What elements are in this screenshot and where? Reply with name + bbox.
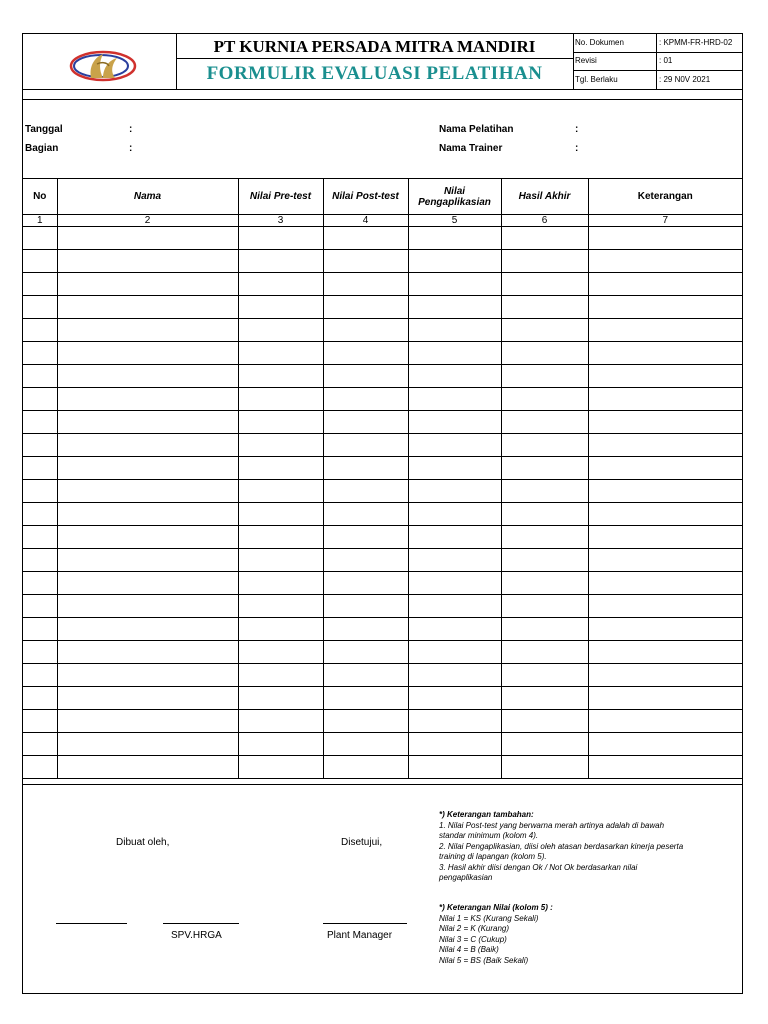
table-cell[interactable] (408, 503, 501, 526)
nama-pelatihan-label: Nama Pelatihan (439, 124, 514, 135)
table-row (23, 664, 742, 687)
title-cell (176, 34, 574, 89)
company-logo-icon (23, 34, 176, 89)
table-cell[interactable] (588, 710, 742, 733)
table-cell[interactable] (23, 503, 57, 526)
score-line: Nilai 4 = B (Baik) (439, 945, 499, 954)
table-cell[interactable] (323, 664, 408, 687)
bagian-colon: : (129, 143, 133, 154)
col-number: 4 (323, 215, 408, 227)
table-cell[interactable] (323, 618, 408, 641)
table-cell[interactable] (588, 595, 742, 618)
table-cell[interactable] (57, 365, 238, 388)
document-meta (573, 34, 742, 89)
table-cell[interactable] (57, 687, 238, 710)
table-row (23, 296, 742, 319)
table-cell[interactable] (323, 733, 408, 756)
table-cell[interactable] (408, 411, 501, 434)
table-cell[interactable] (323, 365, 408, 388)
table-cell[interactable] (23, 687, 57, 710)
note-line: 3. Hasil akhir diisi dengan Ok / Not Ok berdasarkan nilai (439, 862, 638, 872)
table-cell[interactable] (408, 733, 501, 756)
table-cell[interactable] (238, 503, 323, 526)
table-cell[interactable] (501, 342, 588, 365)
table-cell[interactable] (323, 480, 408, 503)
table-cell[interactable] (588, 411, 742, 434)
table-row (23, 710, 742, 733)
table-cell[interactable] (588, 457, 742, 480)
tanggal-colon: : (129, 124, 133, 135)
table-cell[interactable] (408, 273, 501, 296)
table-cell[interactable] (238, 365, 323, 388)
table-cell[interactable] (501, 273, 588, 296)
table-cell[interactable] (323, 687, 408, 710)
table-cell[interactable] (238, 273, 323, 296)
table-cell[interactable] (588, 641, 742, 664)
nama-trainer-label: Nama Trainer (439, 143, 503, 154)
table-cell[interactable] (323, 227, 408, 250)
table-cell[interactable] (588, 733, 742, 756)
table-cell[interactable] (23, 388, 57, 411)
table-cell[interactable] (501, 549, 588, 572)
table-cell[interactable] (588, 687, 742, 710)
table-cell[interactable] (23, 526, 57, 549)
table-cell[interactable] (408, 250, 501, 273)
table-cell[interactable] (57, 319, 238, 342)
table-cell[interactable] (501, 664, 588, 687)
table-cell[interactable] (501, 733, 588, 756)
table-cell[interactable] (57, 618, 238, 641)
table-cell[interactable] (57, 503, 238, 526)
table-row (23, 503, 742, 526)
table-cell[interactable] (23, 273, 57, 296)
table-cell[interactable] (323, 549, 408, 572)
table-cell[interactable] (23, 733, 57, 756)
table-row (23, 227, 742, 250)
table-cell[interactable] (588, 549, 742, 572)
table-cell[interactable] (238, 296, 323, 319)
score-line: Nilai 3 = C (Cukup) (439, 934, 507, 944)
made-by-label: Dibuat oleh, (116, 837, 170, 848)
table-row (23, 733, 742, 756)
table-cell[interactable] (501, 319, 588, 342)
table-cell[interactable] (57, 296, 238, 319)
table-cell[interactable] (57, 664, 238, 687)
table-cell[interactable] (323, 572, 408, 595)
nama-trainer-colon: : (575, 143, 579, 154)
table-cell[interactable] (57, 388, 238, 411)
col-header-no: No (23, 179, 57, 215)
table-row (23, 756, 742, 779)
table-row (23, 273, 742, 296)
table-row (23, 388, 742, 411)
score-line: Nilai 1 = KS (Kurang Sekali) (439, 913, 539, 923)
table-cell[interactable] (323, 756, 408, 779)
note-line: standar minimum (kolom 4). (439, 831, 539, 840)
table-cell[interactable] (588, 503, 742, 526)
column-number-row (23, 215, 742, 227)
table-cell[interactable] (408, 388, 501, 411)
table-cell[interactable] (238, 526, 323, 549)
table-cell[interactable] (501, 296, 588, 319)
table-cell[interactable] (501, 457, 588, 480)
table-cell[interactable] (588, 756, 742, 779)
table-cell[interactable] (588, 526, 742, 549)
score-title: *) Keterangan Nilai (kolom 5) : (439, 903, 553, 912)
table-cell[interactable] (23, 296, 57, 319)
table-row (23, 411, 742, 434)
table-cell[interactable] (408, 595, 501, 618)
table-cell[interactable] (501, 687, 588, 710)
col-header-keterangan: Keterangan (588, 179, 742, 215)
table-cell[interactable] (57, 549, 238, 572)
table-row (23, 595, 742, 618)
table-cell[interactable] (23, 411, 57, 434)
notes-title: *) Keterangan tambahan: (439, 810, 534, 819)
role-plant-manager: Plant Manager (327, 930, 393, 941)
table-cell[interactable] (23, 572, 57, 595)
table-cell[interactable] (323, 457, 408, 480)
table-cell[interactable] (588, 227, 742, 250)
table-cell[interactable] (238, 664, 323, 687)
note-line: pengaplikasian (439, 873, 493, 882)
note-line: 1. Nilai Post-test yang berwarna merah artinya adalah di bawah (439, 820, 665, 830)
role-spv-hrga: SPV.HRGA (171, 930, 222, 941)
table-cell[interactable] (238, 733, 323, 756)
table-cell[interactable] (57, 526, 238, 549)
table-cell[interactable] (57, 480, 238, 503)
table-cell[interactable] (323, 273, 408, 296)
table-cell[interactable] (238, 457, 323, 480)
table-cell[interactable] (501, 618, 588, 641)
table-cell[interactable] (408, 572, 501, 595)
table-cell[interactable] (501, 434, 588, 457)
table-cell[interactable] (238, 756, 323, 779)
table-cell[interactable] (408, 342, 501, 365)
table-cell[interactable] (238, 480, 323, 503)
meta-value: : KPMM-FR-HRD-02 (659, 38, 733, 47)
separator-band (23, 89, 742, 100)
table-cell[interactable] (57, 733, 238, 756)
table-cell[interactable] (408, 434, 501, 457)
company-name: PT KURNIA PERSADA MITRA MANDIRI (176, 36, 573, 59)
table-cell[interactable] (23, 457, 57, 480)
table-cell[interactable] (238, 618, 323, 641)
table-row (23, 572, 742, 595)
table-cell[interactable] (23, 250, 57, 273)
table-cell[interactable] (57, 411, 238, 434)
table-cell[interactable] (238, 342, 323, 365)
table-cell[interactable] (23, 756, 57, 779)
table-cell[interactable] (501, 710, 588, 733)
table-cell[interactable] (323, 388, 408, 411)
table-cell[interactable] (238, 319, 323, 342)
col-number: 7 (588, 215, 742, 227)
table-cell[interactable] (323, 503, 408, 526)
form-header (23, 34, 742, 89)
approved-label: Disetujui, (341, 837, 383, 848)
table-cell[interactable] (408, 687, 501, 710)
col-number: 2 (57, 215, 238, 227)
signature-line-2 (163, 923, 239, 924)
meta-row-document-number (573, 34, 742, 53)
table-cell[interactable] (23, 434, 57, 457)
score-line: Nilai 2 = K (Kurang) (439, 924, 510, 933)
table-cell[interactable] (588, 664, 742, 687)
table-cell[interactable] (238, 549, 323, 572)
table-cell[interactable] (238, 434, 323, 457)
evaluation-form-page (22, 33, 743, 994)
table-cell[interactable] (408, 457, 501, 480)
col-header-nama: Nama (57, 179, 238, 215)
table-row (23, 365, 742, 388)
table-cell[interactable] (323, 411, 408, 434)
meta-value: : 29 N0V 2021 (659, 75, 711, 84)
table-cell[interactable] (501, 365, 588, 388)
table-cell[interactable] (408, 710, 501, 733)
table-row (23, 687, 742, 710)
table-cell[interactable] (588, 480, 742, 503)
form-title: FORMULIR EVALUASI PELATIHAN (206, 63, 543, 84)
table-header-row (23, 179, 742, 215)
table-cell[interactable] (238, 411, 323, 434)
table-cell[interactable] (57, 227, 238, 250)
table-cell[interactable] (323, 319, 408, 342)
table-cell[interactable] (408, 296, 501, 319)
table-cell[interactable] (501, 526, 588, 549)
evaluation-table (23, 178, 742, 779)
table-cell[interactable] (23, 664, 57, 687)
table-row (23, 342, 742, 365)
table-row (23, 641, 742, 664)
table-cell[interactable] (323, 342, 408, 365)
table-cell[interactable] (408, 549, 501, 572)
table-row (23, 250, 742, 273)
col-number: 1 (23, 215, 57, 227)
table-cell[interactable] (501, 411, 588, 434)
table-cell[interactable] (408, 319, 501, 342)
table-cell[interactable] (588, 342, 742, 365)
table-cell[interactable] (57, 434, 238, 457)
signature-line-1 (56, 923, 127, 924)
table-cell[interactable] (238, 641, 323, 664)
table-row (23, 480, 742, 503)
table-cell[interactable] (238, 227, 323, 250)
table-cell[interactable] (23, 365, 57, 388)
table-cell[interactable] (588, 434, 742, 457)
table-cell[interactable] (408, 664, 501, 687)
table-cell[interactable] (323, 595, 408, 618)
table-row (23, 434, 742, 457)
note-line: training di lapangan (kolom 5). (439, 852, 547, 861)
table-row (23, 526, 742, 549)
table-cell[interactable] (57, 342, 238, 365)
nama-pelatihan-colon: : (575, 124, 579, 135)
table-cell[interactable] (57, 273, 238, 296)
table-cell[interactable] (501, 227, 588, 250)
signature-line-3 (323, 923, 407, 924)
table-cell[interactable] (57, 756, 238, 779)
table-cell[interactable] (501, 572, 588, 595)
table-cell[interactable] (501, 388, 588, 411)
col-number: 3 (238, 215, 323, 227)
table-cell[interactable] (408, 756, 501, 779)
col-number: 6 (501, 215, 588, 227)
col-header-post-test: Nilai Post-test (323, 179, 408, 215)
table-cell[interactable] (238, 250, 323, 273)
table-cell[interactable] (23, 319, 57, 342)
table-cell[interactable] (408, 480, 501, 503)
table-cell[interactable] (238, 687, 323, 710)
table-cell[interactable] (323, 296, 408, 319)
table-cell[interactable] (408, 365, 501, 388)
meta-label: Revisi (573, 52, 657, 70)
table-cell[interactable] (23, 641, 57, 664)
table-cell[interactable] (501, 641, 588, 664)
note-line: 2. Nilai Pengaplikasian, diisi oleh atasan berdasarkan kinerja peserta (439, 841, 684, 851)
table-cell[interactable] (23, 227, 57, 250)
meta-row-effective-date (573, 71, 742, 89)
table-cell[interactable] (408, 618, 501, 641)
col-number: 5 (408, 215, 501, 227)
table-row (23, 618, 742, 641)
tanggal-label: Tanggal (25, 124, 63, 135)
table-cell[interactable] (588, 273, 742, 296)
table-cell[interactable] (57, 710, 238, 733)
table-cell[interactable] (23, 618, 57, 641)
table-row (23, 457, 742, 480)
meta-label: Tgl. Berlaku (573, 71, 657, 89)
table-cell[interactable] (57, 572, 238, 595)
table-cell[interactable] (408, 526, 501, 549)
score-notes (439, 903, 739, 966)
table-cell[interactable] (323, 710, 408, 733)
table-bottom-border (23, 784, 742, 788)
table-row (23, 549, 742, 572)
table-row (23, 319, 742, 342)
table-cell[interactable] (323, 434, 408, 457)
col-header-hasil-akhir: Hasil Akhir (501, 179, 588, 215)
meta-row-revision (573, 52, 742, 71)
table-cell[interactable] (501, 480, 588, 503)
table-cell[interactable] (23, 595, 57, 618)
table-cell[interactable] (23, 480, 57, 503)
bagian-label: Bagian (25, 143, 59, 154)
col-header-pre-test: Nilai Pre-test (238, 179, 323, 215)
table-cell[interactable] (588, 618, 742, 641)
table-cell[interactable] (323, 641, 408, 664)
table-cell[interactable] (323, 250, 408, 273)
table-cell[interactable] (238, 388, 323, 411)
table-cell[interactable] (501, 595, 588, 618)
table-cell[interactable] (238, 595, 323, 618)
table-cell[interactable] (408, 641, 501, 664)
meta-value: : 01 (659, 56, 673, 65)
table-cell[interactable] (588, 388, 742, 411)
table-cell[interactable] (238, 710, 323, 733)
table-cell[interactable] (57, 641, 238, 664)
table-cell[interactable] (501, 503, 588, 526)
table-cell[interactable] (408, 227, 501, 250)
meta-label: No. Dokumen (573, 34, 657, 52)
additional-notes (439, 810, 739, 884)
col-header-pengaplikasian: Nilai Pengaplikasian (408, 179, 501, 215)
table-cell[interactable] (588, 296, 742, 319)
table-cell[interactable] (588, 250, 742, 273)
table-cell[interactable] (588, 365, 742, 388)
score-line: Nilai 5 = BS (Baik Sekali) (439, 955, 529, 965)
table-cell[interactable] (23, 549, 57, 572)
table-cell[interactable] (57, 595, 238, 618)
table-cell[interactable] (238, 572, 323, 595)
table-cell[interactable] (501, 756, 588, 779)
table-cell[interactable] (23, 710, 57, 733)
table-cell[interactable] (588, 319, 742, 342)
table-cell[interactable] (323, 526, 408, 549)
table-cell[interactable] (23, 342, 57, 365)
table-cell[interactable] (588, 572, 742, 595)
table-cell[interactable] (57, 250, 238, 273)
table-cell[interactable] (501, 250, 588, 273)
table-cell[interactable] (57, 457, 238, 480)
logo-cell (23, 34, 177, 89)
